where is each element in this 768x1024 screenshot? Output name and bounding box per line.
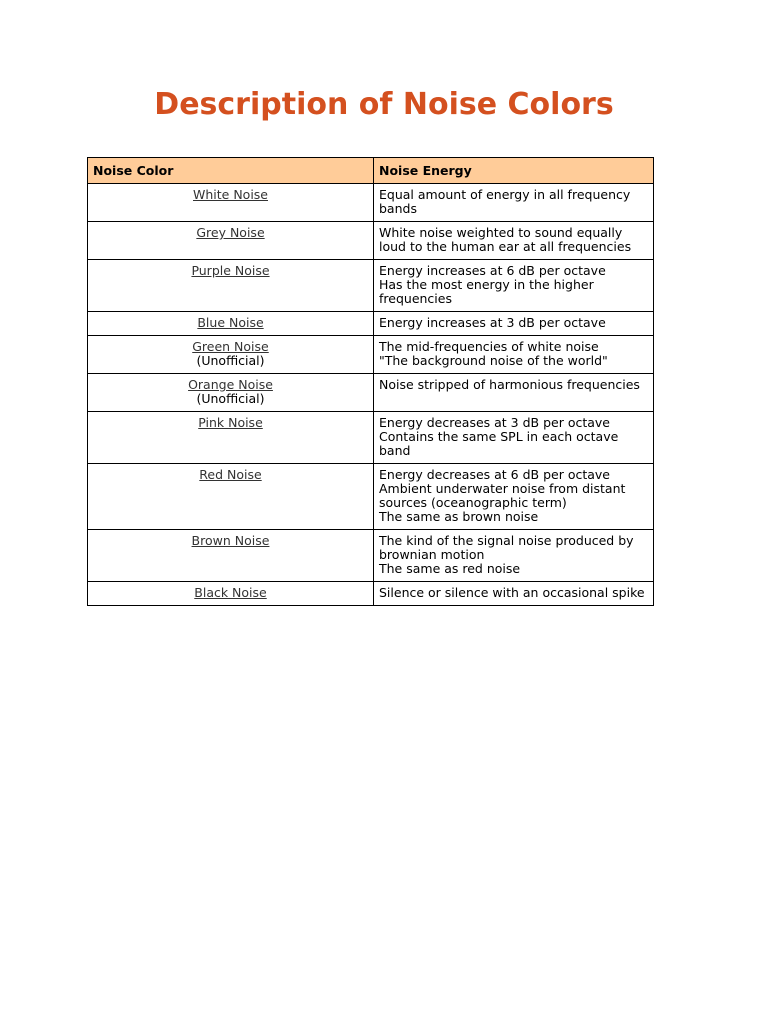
- noise-color-link[interactable]: Pink Noise: [198, 415, 263, 430]
- noise-energy-line: Energy increases at 3 dB per octave: [379, 315, 606, 330]
- noise-energy-cell: [374, 184, 654, 222]
- noise-energy-line: The same as red noise: [379, 561, 521, 576]
- table-row: [88, 530, 654, 582]
- table-row: [88, 582, 654, 606]
- noise-energy-line: White noise weighted to sound equally loud to the human ear at all frequencies: [379, 225, 632, 254]
- noise-color-cell: [88, 464, 374, 530]
- noise-energy-line: Noise stripped of harmonious frequencies: [379, 377, 640, 392]
- table-row: [88, 374, 654, 412]
- noise-color-cell: [88, 312, 374, 336]
- table-row: [88, 412, 654, 464]
- header-noise-color: Noise Color: [88, 158, 374, 184]
- table-row: [88, 312, 654, 336]
- noise-color-cell: [88, 412, 374, 464]
- noise-energy-line: The same as brown noise: [379, 509, 539, 524]
- table-row: [88, 260, 654, 312]
- noise-energy-line: Energy decreases at 3 dB per octave: [379, 415, 610, 430]
- noise-color-cell: [88, 222, 374, 260]
- noise-color-cell: [88, 184, 374, 222]
- table-body: [88, 184, 654, 606]
- noise-colors-table: [87, 157, 654, 606]
- noise-energy-line: Equal amount of energy in all frequency bands: [379, 187, 631, 216]
- noise-energy-line: Has the most energy in the higher frequencies: [379, 277, 594, 306]
- noise-color-note: (Unofficial): [196, 391, 265, 406]
- noise-energy-line: Silence or silence with an occasional spike: [379, 585, 645, 600]
- noise-energy-line: The mid-frequencies of white noise: [379, 339, 599, 354]
- noise-color-note: (Unofficial): [196, 353, 265, 368]
- page-title: Description of Noise Colors: [154, 87, 614, 122]
- noise-color-link[interactable]: Orange Noise: [188, 377, 273, 392]
- noise-color-link[interactable]: Grey Noise: [196, 225, 265, 240]
- noise-color-link[interactable]: Red Noise: [199, 467, 262, 482]
- noise-color-cell: [88, 374, 374, 412]
- noise-energy-line: The kind of the signal noise produced by brownian motion: [379, 533, 634, 562]
- noise-color-cell: [88, 260, 374, 312]
- noise-energy-cell: [374, 312, 654, 336]
- noise-energy-cell: [374, 530, 654, 582]
- noise-color-cell: [88, 336, 374, 374]
- noise-color-link[interactable]: Black Noise: [194, 585, 267, 600]
- noise-energy-cell: [374, 374, 654, 412]
- table-row: [88, 184, 654, 222]
- table-header-row: [88, 158, 654, 184]
- header-noise-energy: Noise Energy: [374, 158, 654, 184]
- noise-energy-line: Ambient underwater noise from distant sources (oceanographic term): [379, 481, 626, 510]
- noise-energy-line: Contains the same SPL in each octave band: [379, 429, 619, 458]
- noise-color-link[interactable]: Blue Noise: [197, 315, 264, 330]
- table-row: [88, 222, 654, 260]
- noise-color-cell: [88, 582, 374, 606]
- noise-energy-cell: [374, 582, 654, 606]
- noise-energy-cell: [374, 412, 654, 464]
- table-row: [88, 336, 654, 374]
- noise-energy-cell: [374, 260, 654, 312]
- noise-energy-cell: [374, 222, 654, 260]
- noise-energy-cell: [374, 336, 654, 374]
- noise-color-link[interactable]: Brown Noise: [191, 533, 270, 548]
- noise-energy-line: Energy increases at 6 dB per octave: [379, 263, 606, 278]
- noise-energy-line: "The background noise of the world": [379, 353, 608, 368]
- noise-energy-line: Energy decreases at 6 dB per octave: [379, 467, 610, 482]
- noise-color-link[interactable]: Green Noise: [192, 339, 269, 354]
- noise-color-link[interactable]: White Noise: [193, 187, 268, 202]
- noise-energy-cell: [374, 464, 654, 530]
- noise-color-link[interactable]: Purple Noise: [191, 263, 270, 278]
- table-row: [88, 464, 654, 530]
- noise-color-cell: [88, 530, 374, 582]
